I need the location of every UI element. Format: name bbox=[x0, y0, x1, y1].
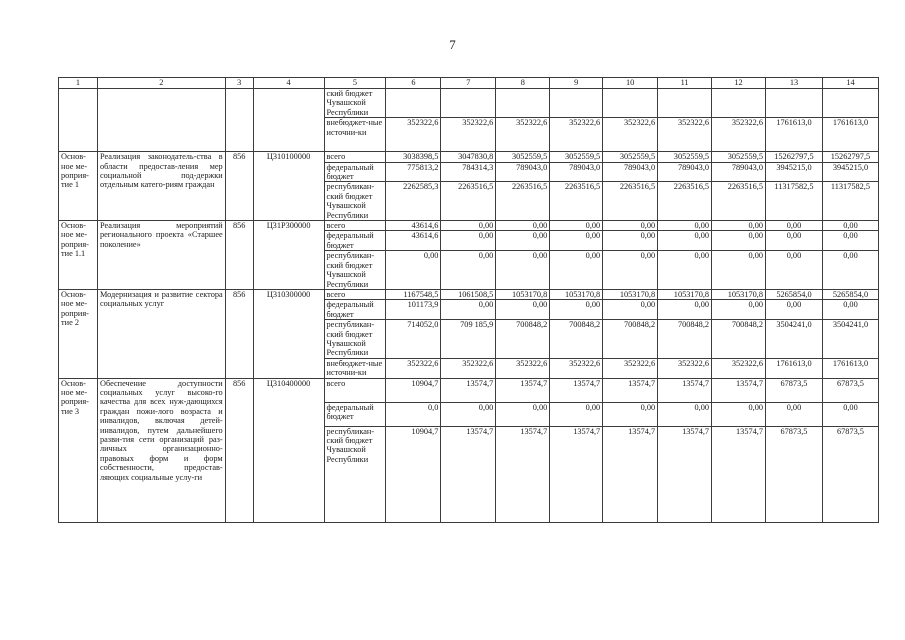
amount-cell: 13574,7 bbox=[441, 426, 496, 522]
amount-cell: 0,00 bbox=[712, 251, 766, 290]
budget-table bbox=[58, 77, 879, 523]
amount-cell: 43614,6 bbox=[386, 231, 441, 251]
column-number: 14 bbox=[822, 78, 878, 89]
amount-cell: 352322,6 bbox=[386, 118, 441, 152]
column-number: 5 bbox=[324, 78, 386, 89]
amount-cell: 0,00 bbox=[550, 231, 603, 251]
amount-cell: 700848,2 bbox=[550, 320, 603, 359]
amount-cell: 3945215,0 bbox=[822, 162, 878, 182]
amount-cell: 0,00 bbox=[603, 251, 658, 290]
funding-source: внебюджет-ные источни-ки bbox=[324, 118, 386, 152]
funding-source: федеральный бюджет bbox=[324, 300, 386, 320]
amount-cell: 0,00 bbox=[658, 231, 712, 251]
measure-description: Модернизация и развитие сектора социальных услуг bbox=[97, 289, 225, 378]
amount-cell: 0,00 bbox=[822, 221, 878, 231]
amount-cell: 11317582,5 bbox=[822, 182, 878, 221]
amount-cell: 0,00 bbox=[766, 251, 823, 290]
amount-cell: 1761613,0 bbox=[766, 358, 823, 378]
amount-cell: 13574,7 bbox=[603, 378, 658, 402]
amount-cell bbox=[658, 89, 712, 118]
grbs-code: 856 bbox=[225, 378, 253, 522]
table-row bbox=[59, 221, 879, 231]
amount-cell: 13574,7 bbox=[496, 378, 550, 402]
amount-cell: 789043,0 bbox=[658, 162, 712, 182]
amount-cell: 10904,7 bbox=[386, 378, 441, 402]
column-number: 4 bbox=[253, 78, 324, 89]
amount-cell: 352322,6 bbox=[386, 358, 441, 378]
amount-cell: 15262797,5 bbox=[822, 152, 878, 162]
amount-cell: 352322,6 bbox=[441, 118, 496, 152]
amount-cell: 2263516,5 bbox=[441, 182, 496, 221]
budget-code: Ц31Р300000 bbox=[253, 221, 324, 290]
amount-cell: 0,00 bbox=[550, 402, 603, 426]
amount-cell: 1053170,8 bbox=[496, 289, 550, 299]
amount-cell: 0,00 bbox=[496, 221, 550, 231]
amount-cell bbox=[441, 89, 496, 118]
amount-cell: 1761613,0 bbox=[822, 358, 878, 378]
funding-source: всего bbox=[324, 289, 386, 299]
amount-cell: 0,00 bbox=[712, 221, 766, 231]
amount-cell: 3052559,5 bbox=[603, 152, 658, 162]
amount-cell: 1061508,5 bbox=[441, 289, 496, 299]
amount-cell: 0,00 bbox=[550, 300, 603, 320]
amount-cell: 67873,5 bbox=[822, 378, 878, 402]
amount-cell bbox=[550, 89, 603, 118]
amount-cell: 3047830,8 bbox=[441, 152, 496, 162]
measure-name: Основ-ное ме-роприя-тие 3 bbox=[59, 378, 98, 522]
amount-cell bbox=[603, 89, 658, 118]
amount-cell: 1053170,8 bbox=[550, 289, 603, 299]
amount-cell: 0,00 bbox=[766, 300, 823, 320]
amount-cell: 1167548,5 bbox=[386, 289, 441, 299]
amount-cell: 0,00 bbox=[822, 231, 878, 251]
amount-cell: 1053170,8 bbox=[603, 289, 658, 299]
amount-cell: 0,00 bbox=[496, 300, 550, 320]
funding-source: республикан-ский бюджет Чувашской Республики bbox=[324, 251, 386, 290]
funding-source: республикан-ский бюджет Чувашской Республики bbox=[324, 182, 386, 221]
amount-cell: 1761613,0 bbox=[822, 118, 878, 152]
amount-cell: 789043,0 bbox=[550, 162, 603, 182]
amount-cell: 0,00 bbox=[822, 251, 878, 290]
amount-cell: 714052,0 bbox=[386, 320, 441, 359]
amount-cell: 0,00 bbox=[766, 402, 823, 426]
amount-cell: 0,00 bbox=[496, 251, 550, 290]
amount-cell: 789043,0 bbox=[712, 162, 766, 182]
amount-cell: 0,00 bbox=[658, 251, 712, 290]
amount-cell: 775813,2 bbox=[386, 162, 441, 182]
column-number: 7 bbox=[441, 78, 496, 89]
amount-cell: 3945215,0 bbox=[766, 162, 823, 182]
funding-source: республикан-ский бюджет Чувашской Республики bbox=[324, 320, 386, 359]
amount-cell: 13574,7 bbox=[550, 378, 603, 402]
column-number: 9 bbox=[550, 78, 603, 89]
amount-cell: 0,00 bbox=[712, 300, 766, 320]
amount-cell: 352322,6 bbox=[550, 118, 603, 152]
amount-cell: 67873,5 bbox=[766, 426, 823, 522]
amount-cell: 13574,7 bbox=[441, 378, 496, 402]
amount-cell: 15262797,5 bbox=[766, 152, 823, 162]
funding-source: республикан-ский бюджет Чувашской Республики bbox=[324, 426, 386, 522]
amount-cell: 3504241,0 bbox=[766, 320, 823, 359]
amount-cell: 0,00 bbox=[603, 231, 658, 251]
table-row bbox=[59, 378, 879, 402]
column-number: 8 bbox=[496, 78, 550, 89]
table-row bbox=[59, 289, 879, 299]
grbs-code: 856 bbox=[225, 221, 253, 290]
amount-cell: 3038398,5 bbox=[386, 152, 441, 162]
amount-cell: 3052559,5 bbox=[658, 152, 712, 162]
amount-cell: 0,00 bbox=[603, 221, 658, 231]
column-number: 6 bbox=[386, 78, 441, 89]
measure-name: Основ-ное ме-роприя-тие 2 bbox=[59, 289, 98, 378]
column-number: 12 bbox=[712, 78, 766, 89]
amount-cell bbox=[712, 89, 766, 118]
amount-cell: 700848,2 bbox=[712, 320, 766, 359]
measure-description: Обеспечение доступности социальных услуг высоко-го качества для всех нуж-дающихся граждан пожи-лого возраста и инвалидов, включая детей-инвалидов, путем дальнейшего разви-тия сети организаций раз-личных организационно-правовых форм и форм собственности, предостав-ляющих социальные услу-ги bbox=[97, 378, 225, 522]
amount-cell: 0,00 bbox=[496, 231, 550, 251]
funding-source: ский бюджет Чувашской Республики bbox=[324, 89, 386, 118]
amount-cell: 352322,6 bbox=[441, 358, 496, 378]
amount-cell: 700848,2 bbox=[603, 320, 658, 359]
measure-name: Основ-ное ме-роприя-тие 1.1 bbox=[59, 221, 98, 290]
amount-cell: 0,00 bbox=[496, 402, 550, 426]
budget-code: Ц310300000 bbox=[253, 289, 324, 378]
amount-cell: 13574,7 bbox=[658, 426, 712, 522]
amount-cell: 13574,7 bbox=[550, 426, 603, 522]
amount-cell: 0,00 bbox=[441, 300, 496, 320]
amount-cell: 352322,6 bbox=[658, 118, 712, 152]
amount-cell bbox=[766, 89, 823, 118]
amount-cell: 700848,2 bbox=[658, 320, 712, 359]
funding-source: всего bbox=[324, 152, 386, 162]
amount-cell: 0,00 bbox=[441, 231, 496, 251]
amount-cell: 0,00 bbox=[766, 221, 823, 231]
amount-cell: 1053170,8 bbox=[658, 289, 712, 299]
column-number: 3 bbox=[225, 78, 253, 89]
column-number: 13 bbox=[766, 78, 823, 89]
amount-cell: 0,0 bbox=[386, 402, 441, 426]
amount-cell: 352322,6 bbox=[496, 118, 550, 152]
amount-cell: 2263516,5 bbox=[603, 182, 658, 221]
grbs-code: 856 bbox=[225, 289, 253, 378]
table-row bbox=[59, 89, 879, 118]
amount-cell: 0,00 bbox=[441, 251, 496, 290]
measure-description: Реализация мероприятий регионального проекта «Старшее поколение» bbox=[97, 221, 225, 290]
amount-cell: 13574,7 bbox=[712, 426, 766, 522]
column-number: 10 bbox=[603, 78, 658, 89]
amount-cell: 2262585,3 bbox=[386, 182, 441, 221]
empty-cell bbox=[253, 89, 324, 152]
funding-source: федеральный бюджет bbox=[324, 402, 386, 426]
page-number: 7 bbox=[449, 37, 456, 52]
amount-cell: 0,00 bbox=[658, 402, 712, 426]
amount-cell: 784314,3 bbox=[441, 162, 496, 182]
amount-cell: 3052559,5 bbox=[550, 152, 603, 162]
amount-cell: 2263516,5 bbox=[712, 182, 766, 221]
amount-cell bbox=[496, 89, 550, 118]
amount-cell: 0,00 bbox=[386, 251, 441, 290]
amount-cell: 0,00 bbox=[658, 221, 712, 231]
amount-cell: 101173,9 bbox=[386, 300, 441, 320]
amount-cell: 43614,6 bbox=[386, 221, 441, 231]
amount-cell: 2263516,5 bbox=[550, 182, 603, 221]
amount-cell: 5265854,0 bbox=[766, 289, 823, 299]
funding-source: внебюджет-ные источни-ки bbox=[324, 358, 386, 378]
amount-cell: 700848,2 bbox=[496, 320, 550, 359]
funding-source: федеральный бюджет bbox=[324, 162, 386, 182]
amount-cell: 0,00 bbox=[766, 231, 823, 251]
amount-cell: 13574,7 bbox=[712, 378, 766, 402]
funding-source: всего bbox=[324, 221, 386, 231]
amount-cell: 0,00 bbox=[822, 402, 878, 426]
measure-name: Основ-ное ме-роприя-тие 1 bbox=[59, 152, 98, 221]
amount-cell: 352322,6 bbox=[496, 358, 550, 378]
amount-cell: 709 185,9 bbox=[441, 320, 496, 359]
amount-cell: 2263516,5 bbox=[496, 182, 550, 221]
amount-cell: 5265854,0 bbox=[822, 289, 878, 299]
amount-cell: 13574,7 bbox=[658, 378, 712, 402]
amount-cell: 67873,5 bbox=[822, 426, 878, 522]
amount-cell: 352322,6 bbox=[603, 118, 658, 152]
amount-cell: 3052559,5 bbox=[496, 152, 550, 162]
amount-cell: 789043,0 bbox=[496, 162, 550, 182]
amount-cell: 13574,7 bbox=[496, 426, 550, 522]
amount-cell: 1761613,0 bbox=[766, 118, 823, 152]
amount-cell: 1053170,8 bbox=[712, 289, 766, 299]
measure-description: Реализация законодатель-ства в области предостав-ления мер социальной под-держки отдельным катего-риям граждан bbox=[97, 152, 225, 221]
amount-cell: 789043,0 bbox=[603, 162, 658, 182]
amount-cell: 3052559,5 bbox=[712, 152, 766, 162]
amount-cell: 10904,7 bbox=[386, 426, 441, 522]
amount-cell: 0,00 bbox=[822, 300, 878, 320]
amount-cell: 0,00 bbox=[658, 300, 712, 320]
amount-cell: 0,00 bbox=[712, 231, 766, 251]
empty-cell bbox=[59, 89, 98, 152]
amount-cell: 352322,6 bbox=[550, 358, 603, 378]
empty-cell bbox=[225, 89, 253, 152]
amount-cell bbox=[386, 89, 441, 118]
amount-cell: 3504241,0 bbox=[822, 320, 878, 359]
budget-code: Ц310400000 bbox=[253, 378, 324, 522]
amount-cell: 11317582,5 bbox=[766, 182, 823, 221]
column-number: 11 bbox=[658, 78, 712, 89]
amount-cell: 0,00 bbox=[550, 251, 603, 290]
empty-cell bbox=[97, 89, 225, 152]
grbs-code: 856 bbox=[225, 152, 253, 221]
amount-cell: 352322,6 bbox=[603, 358, 658, 378]
amount-cell: 0,00 bbox=[603, 402, 658, 426]
amount-cell: 2263516,5 bbox=[658, 182, 712, 221]
table-row bbox=[59, 152, 879, 162]
amount-cell: 0,00 bbox=[441, 221, 496, 231]
amount-cell: 0,00 bbox=[712, 402, 766, 426]
column-number: 2 bbox=[97, 78, 225, 89]
amount-cell bbox=[822, 89, 878, 118]
amount-cell: 0,00 bbox=[441, 402, 496, 426]
amount-cell: 67873,5 bbox=[766, 378, 823, 402]
funding-source: федеральный бюджет bbox=[324, 231, 386, 251]
amount-cell: 0,00 bbox=[550, 221, 603, 231]
column-number-row bbox=[59, 78, 879, 89]
column-number: 1 bbox=[59, 78, 98, 89]
amount-cell: 352322,6 bbox=[658, 358, 712, 378]
amount-cell: 0,00 bbox=[603, 300, 658, 320]
funding-source: всего bbox=[324, 378, 386, 402]
amount-cell: 352322,6 bbox=[712, 118, 766, 152]
amount-cell: 13574,7 bbox=[603, 426, 658, 522]
budget-code: Ц310100000 bbox=[253, 152, 324, 221]
amount-cell: 352322,6 bbox=[712, 358, 766, 378]
